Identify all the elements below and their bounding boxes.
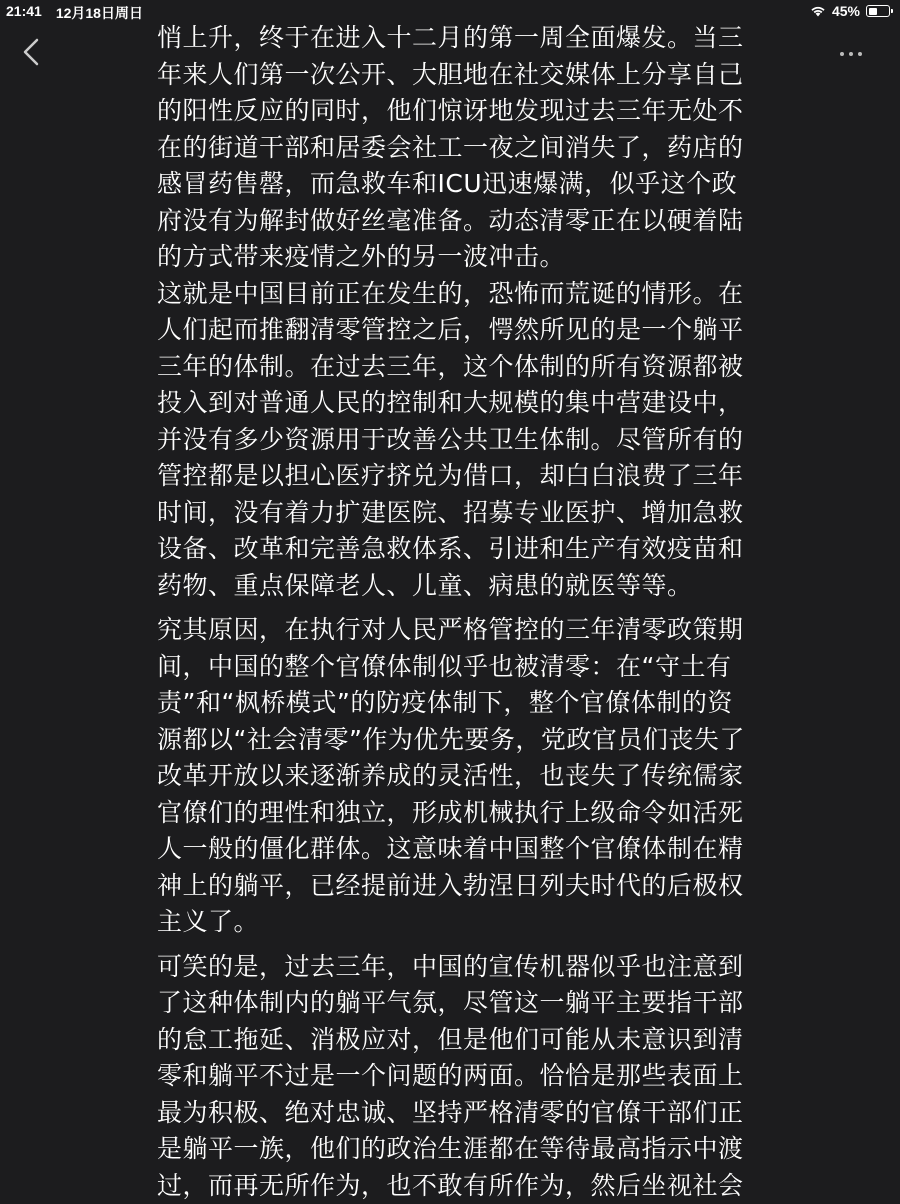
- article-line: 设备、改革和完善急救体系、引进和生产有效疫苗和: [157, 531, 797, 568]
- article-line: 的怠工拖延、消极应对，但是他们可能从未意识到清: [157, 1022, 797, 1059]
- ellipsis-icon: [840, 52, 844, 56]
- article-line: 改革开放以来逐渐养成的灵活性，也丧失了传统儒家: [157, 758, 797, 795]
- article-line: 究其原因，在执行对人民严格管控的三年清零政策期: [157, 612, 797, 649]
- article-body: [157, 20, 797, 1204]
- article-line: 可笑的是，过去三年，中国的宣传机器似乎也注意到: [157, 949, 797, 986]
- article-line: 这就是中国目前正在发生的，恐怖而荒诞的情形。在: [157, 276, 797, 313]
- article-line: 过，而再无所作为，也不敢有所作为，然后坐视社会: [157, 1168, 797, 1204]
- article-line: 了这种体制内的躺平气氛，尽管这一躺平主要指干部: [157, 985, 797, 1022]
- article-line: 在的街道干部和居委会社工一夜之间消失了，药店的: [157, 130, 797, 167]
- article-line: 人一般的僵化群体。这意味着中国整个官僚体制在精: [157, 831, 797, 868]
- battery-percent: 45%: [832, 3, 860, 19]
- chevron-left-icon: [18, 34, 48, 70]
- wifi-icon: [810, 5, 826, 17]
- ellipsis-icon-dot: [858, 52, 862, 56]
- article-line: 府没有为解封做好丝毫准备。动态清零正在以硬着陆: [157, 203, 797, 240]
- article-line: 投入到对普通人民的控制和大规模的集中营建设中，: [157, 385, 797, 422]
- status-right: [810, 3, 890, 19]
- article-line: 最为积极、绝对忠诚、坚持严格清零的官僚干部们正: [157, 1095, 797, 1132]
- article-line: 时间，没有着力扩建医院、招募专业医护、增加急救: [157, 495, 797, 532]
- article-line: 是躺平一族，他们的政治生涯都在等待最高指示中渡: [157, 1131, 797, 1168]
- article-paragraph: [157, 20, 797, 276]
- article-line: 责”和“枫桥模式”的防疫体制下，整个官僚体制的资: [157, 685, 797, 722]
- ellipsis-icon-dot: [849, 52, 853, 56]
- back-button[interactable]: [18, 34, 48, 70]
- article-line: 三年的体制。在过去三年，这个体制的所有资源都被: [157, 349, 797, 386]
- article-line: 的方式带来疫情之外的另一波冲击。: [157, 239, 797, 276]
- article-line: 间，中国的整个官僚体制似乎也被清零：在“守土有: [157, 649, 797, 686]
- article-line: 悄上升，终于在进入十二月的第一周全面爆发。当三: [157, 20, 797, 57]
- article-line: 源都以“社会清零”作为优先要务，党政官员们丧失了: [157, 722, 797, 759]
- article-line: 年来人们第一次公开、大胆地在社交媒体上分享自己: [157, 57, 797, 94]
- article-line: 并没有多少资源用于改善公共卫生体制。尽管所有的: [157, 422, 797, 459]
- article-line: 人们起而推翻清零管控之后，愕然所见的是一个躺平: [157, 312, 797, 349]
- battery-icon: [866, 5, 890, 17]
- article-line: 药物、重点保障老人、儿童、病患的就医等等。: [157, 568, 797, 605]
- article-line: 感冒药售罄，而急救车和ICU迅速爆满，似乎这个政: [157, 166, 797, 203]
- more-options-button[interactable]: [840, 46, 870, 62]
- article-line: 主义了。: [157, 904, 797, 941]
- article-line: 管控都是以担心医疗挤兑为借口，却白白浪费了三年: [157, 458, 797, 495]
- status-time: 21:41: [6, 3, 42, 23]
- article-line: 官僚们的理性和独立，形成机械执行上级命令如活死: [157, 795, 797, 832]
- battery-level-fill: [869, 8, 877, 15]
- article-line: 零和躺平不过是一个问题的两面。恰恰是那些表面上: [157, 1058, 797, 1095]
- article-paragraph: [157, 276, 797, 605]
- status-date: 12月18日周日: [56, 3, 143, 23]
- article-line: 神上的躺平，已经提前进入勃涅日列夫时代的后极权: [157, 868, 797, 905]
- article-paragraph: [157, 949, 797, 1204]
- status-left: [6, 3, 143, 23]
- article-line: 的阳性反应的同时，他们惊讶地发现过去三年无处不: [157, 93, 797, 130]
- article-paragraph: [157, 612, 797, 941]
